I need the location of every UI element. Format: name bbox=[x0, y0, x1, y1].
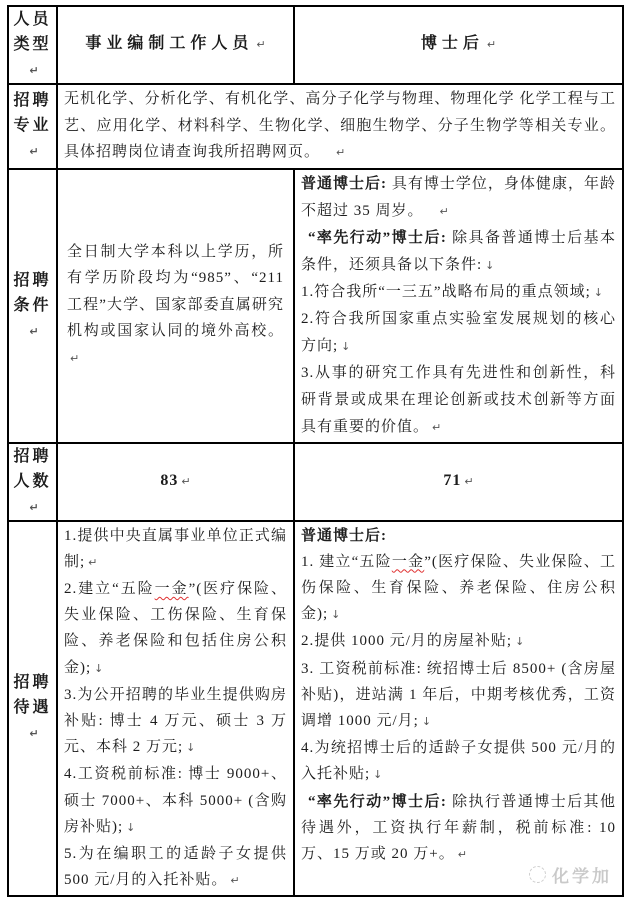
conditions-staff-cell: 全日制大学本科以上学历，所有学历阶段均为“985”、“211工程”大学、国家部委直属研究机构或国家认同的境外高校。↵ bbox=[57, 169, 294, 443]
header-postdoc-column: 博士后 ↵ bbox=[294, 6, 623, 84]
headcount-staff-cell: 83 ↵ bbox=[57, 443, 294, 521]
majors-cell: 无机化学、分析化学、有机化学、高分子化学与物理、物理化学 化学工程与工艺、应用化学、材料科学、生物化学、细胞生物学、分子生物学等相关专业。具体招聘岗位请查询我所招聘网页。 ↵ bbox=[57, 84, 623, 169]
watermark bbox=[529, 862, 612, 887]
document-page bbox=[7, 5, 622, 889]
header-staff-column: 事业编制工作人员 ↵ bbox=[57, 6, 294, 84]
row-headcount bbox=[8, 443, 623, 521]
benefits-postdoc-text: 普通博士后: 1. 建立“五险一金”(医疗保险、失业保险、工伤保险、生育保险、养老保险、住房公积金); ↓ 2.提供 1000 元/月的房屋补贴; ↓ 3. 工资税前标准: 统招博士后 8500+ (含房屋补贴)，进站满 1 年后，中期考核优秀，工资调增 1000 元/月; ↓ 4.为统招博士后的适龄子女提供 500 元/月的入托补贴; ↓ “率先行动”博士后: 除执行普通博士后其他待遇外，工资执行年薪制，税前标准: 10 万、15 万或 20 万+。 ↵ bbox=[301, 527, 616, 862]
chemistry-plus-logo-icon bbox=[529, 866, 546, 883]
row-label-conditions: 招聘 条件↵ bbox=[8, 169, 57, 443]
benefits-staff-cell: 1.提供中央直属事业单位正式编制; ↵ 2.建立“五险一金”(医疗保险、失业保险、工伤保险、生育保险、养老保险和包括住房公积金); ↓ 3.为公开招聘的毕业生提供购房补贴: 博士 4 万元、硕士 3 万元、本科 2 万元; ↓ 4.工资税前标准: 博士 9000+、硕士 7000+、本科 5000+ (含购房补贴); ↓ 5.为在编职工的适龄子女提供 500 元/月的入托补贴。 ↵ bbox=[57, 521, 294, 897]
benefits-postdoc-cell bbox=[294, 521, 623, 897]
conditions-postdoc-cell: 普通博士后: 具有博士学位，身体健康，年龄不超过 35 周岁。 ↵ “率先行动”博士后: 除具备普通博士后基本条件，还须具备以下条件: ↓ 1.符合我所“一三五”战略布局的重点领域; ↓ 2.符合我所国家重点实验室发展规划的核心方向; ↓ 3.从事的研究工作具有先进性和创新性，科研背景或成果在理论创新或技术创新等方面具有重要的价值。 ↵ bbox=[294, 169, 623, 443]
row-label-personnel-type: 人员 类型↵ bbox=[8, 6, 57, 84]
row-label-benefits: 招聘 待遇↵ bbox=[8, 521, 57, 897]
row-label-majors: 招聘 专业↵ bbox=[8, 84, 57, 169]
recruitment-table bbox=[7, 5, 624, 897]
row-conditions bbox=[8, 169, 623, 443]
row-majors bbox=[8, 84, 623, 169]
row-personnel-type bbox=[8, 6, 623, 84]
headcount-postdoc-cell: 71 ↵ bbox=[294, 443, 623, 521]
watermark-text: 化学加 bbox=[552, 867, 612, 888]
row-label-headcount: 招聘 人数↵ bbox=[8, 443, 57, 521]
row-benefits bbox=[8, 521, 623, 897]
